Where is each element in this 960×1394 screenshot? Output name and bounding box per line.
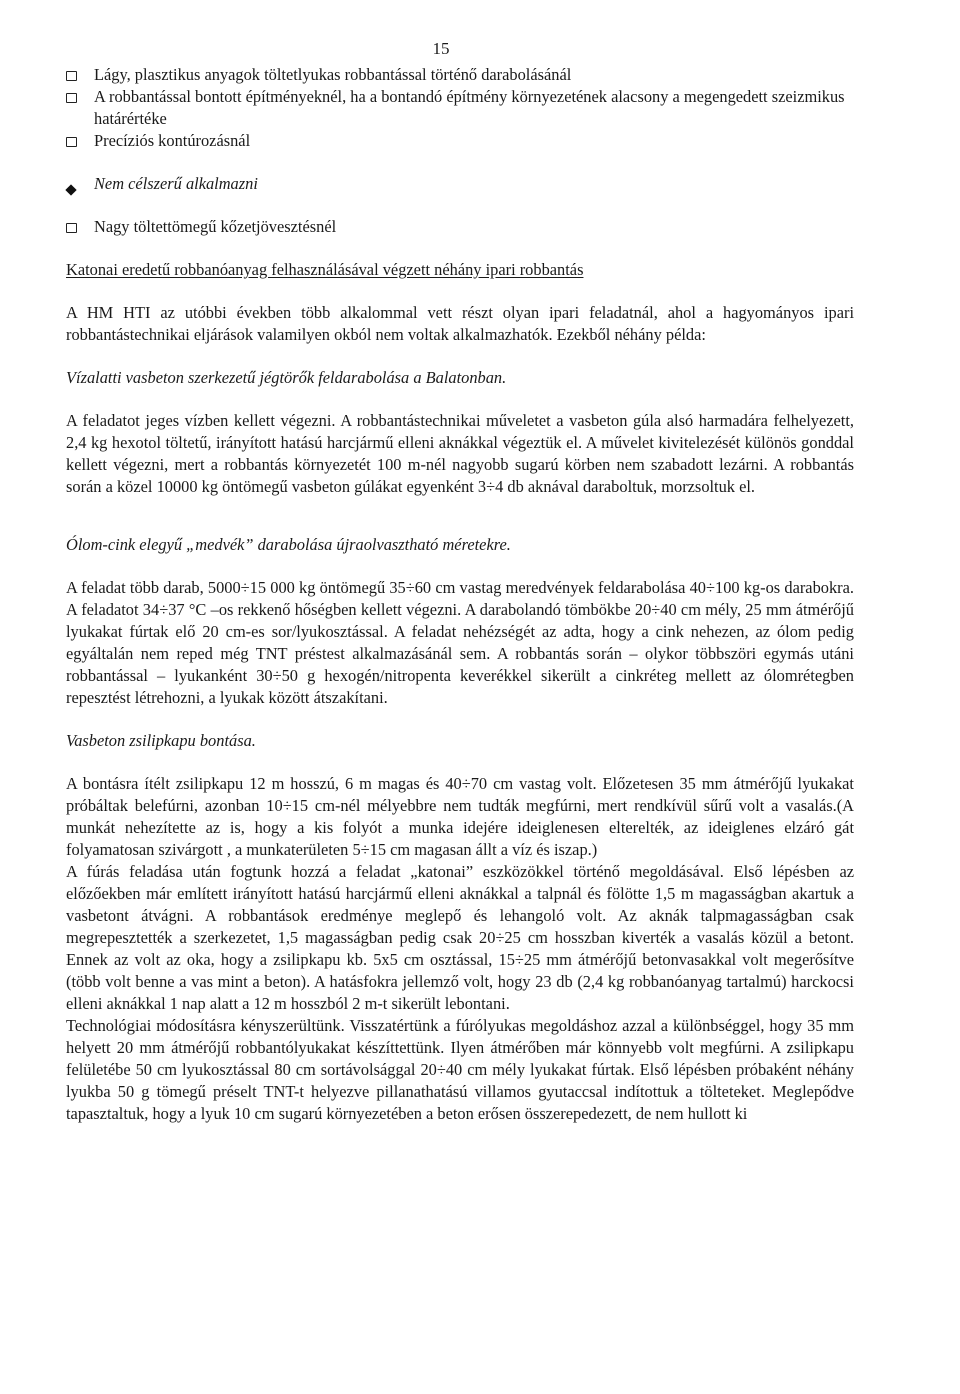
page-number: 15 xyxy=(432,39,450,58)
list-item-text: Nagy töltettömegű kőzetjövesztésnél xyxy=(94,217,337,236)
list-item xyxy=(66,216,854,238)
case-title: Vízalatti vasbeton szerkezetű jégtörők feldarabolása a Balatonban. xyxy=(66,368,507,387)
checkbox-bullet-icon xyxy=(66,216,94,237)
case-body: A feladatot jeges vízben kellett végezni. A robbantástechnikai műveletet a vasbeton gúla alsó harmadára felhelyezett, 2,4 kg hexotol töltetű, irányított hatású harcjármű elleni aknákkal végeztük el. A művelet kivitelezését különös gonddal kellett végezni, mert a robbantás környezetét 100 m-nél nagyobb sugarú körben nem szabadott lezárni. A robbantás során a közel 10000 kg öntömegű vasbeton gúlákat egyenként 3÷4 db aknával daraboltuk, morzsoltuk el. xyxy=(66,411,854,496)
diamond-bullet-icon xyxy=(66,173,94,192)
case-body: Technológiai módosításra kényszerültünk. Visszatértünk a fúrólyukas megoldáshoz azzal a különbséggel, hogy 35 mm helyett 20 mm átmérőjű robbantólyukakat készíttettünk. Ilyen átmérőben már könnyebb volt megfúrni. A zsilipkapu felületébe 50 cm lyukosztással 80 cm sortávolsággal 20÷40 cm mély lyukakat fúrtak. Első lépésben próbaként néhány lyukba 50 g tömegű préselt TNT-t helyezve pillanathatású villamos gyutaccsal indítottuk a tölteteket. Meglepődve tapasztaltuk, hogy a lyuk 10 cm sugarú környezetében a beton erősen összerepedezett, de nem hullott ki xyxy=(66,1016,854,1123)
list-item xyxy=(66,86,854,130)
list-item xyxy=(66,130,854,152)
list-item-text: A robbantással bontott építményeknél, ha a bontandó építmény környezetének alacsony a megengedett szeizmikus határértéke xyxy=(94,87,845,128)
list-item-text: Nem célszerű alkalmazni xyxy=(94,174,258,193)
case-body: A feladat több darab, 5000÷15 000 kg öntömegű 35÷60 cm vastag meredvények feldarabolása 40÷100 kg-os darabokra. A feladatot 34÷37 °C –os rekkenő hőségben kellett végezni. A darabolandó tömbökbe 20÷40 cm mély, 25 mm átmérőjű lyukakat fúrtak elő 20 cm-es sor/lyukosztással. A feladat nehézségét az adta, hogy a cink nehezen, az ólom pedig egyáltalán nem reped még TNT préstest alkalmazásánál sem. A robbantás során – olykor többszöri egymás utáni robbantással – lyukanként 30÷50 g hexogén/nitropenta keverékkel sikerült a cinkréteg mellett az ólomrétegben repesztést létrehozni, a lyukak között átszakítani. xyxy=(66,578,854,707)
checkbox-bullet-icon xyxy=(66,130,94,151)
case-title: Ólom-cink elegyű „medvék” darabolása újraolvasztható méretekre. xyxy=(66,535,511,554)
list-item xyxy=(66,64,854,86)
checkbox-bullet-icon xyxy=(66,64,94,85)
checkbox-bullet-icon xyxy=(66,86,94,107)
section-heading: Katonai eredetű robbanóanyag felhasználásával végzett néhány ipari robbantás xyxy=(66,260,584,279)
intro-paragraph: A HM HTI az utóbbi években több alkalommal vett részt olyan ipari feladatnál, ahol a hagyományos ipari robbantástechnikai eljárások valamilyen okból nem voltak alkalmazhatók. Ezekből néhány példa: xyxy=(66,303,854,344)
list-item-text: Lágy, plasztikus anyagok töltetlyukas robbantással történő darabolásánál xyxy=(94,65,572,84)
case-body: A fúrás feladása után fogtunk hozzá a feladat „katonai” eszközökkel történő megoldásával. Első lépésben az előzőekben már említett irányított hatású harcjármű elleni aknákkal a talpnál és fölötte 1,5 m magasságban akartuk a vasbetont átvágni. A robbantások eredménye meglepő és lehangoló volt. Az aknák talpmagasságban csak megrepesztették a szerkezetet, 1,5 magasságban pedig csak 20÷25 cm hosszban kiverték a vasalás közül a betont. Ennek az volt az oka, hogy a zsilipkapu kb. 5x5 cm osztással, 15÷25 mm átmérőjű betonvasakkal volt megerősítve (több volt benne a vas mint a beton). A hatásfokra jellemző volt, hogy 23 db (2,4 kg robbanóanyag tartalmú) harckocsi elleni aknákkal 1 nap alatt a 12 m hosszból 2 m-t sikerült lebontani. xyxy=(66,862,854,1013)
document-page xyxy=(66,34,854,1125)
list-item-not-recommended xyxy=(66,173,854,195)
list-item-text: Precíziós kontúrozásnál xyxy=(94,131,251,150)
case-title: Vasbeton zsilipkapu bontása. xyxy=(66,731,256,750)
case-body: A bontásra ítélt zsilipkapu 12 m hosszú, 6 m magas és 40÷70 cm vastag volt. Előzetesen 35 mm átmérőjű lyukakat próbáltak belefúrni, azonban 10÷15 cm-nél mélyebbre nem tudták megfúrni, mert rendkívül sűrű volt a vasalás.(A munkát nehezítette az is, hogy a kis folyót a munka idejére ideiglenesen elterelték, az ideiglenes elzáró gát folyamatosan szivárgott , a munkaterületen 5÷15 cm magasan állt a víz és iszap.) xyxy=(66,774,854,859)
